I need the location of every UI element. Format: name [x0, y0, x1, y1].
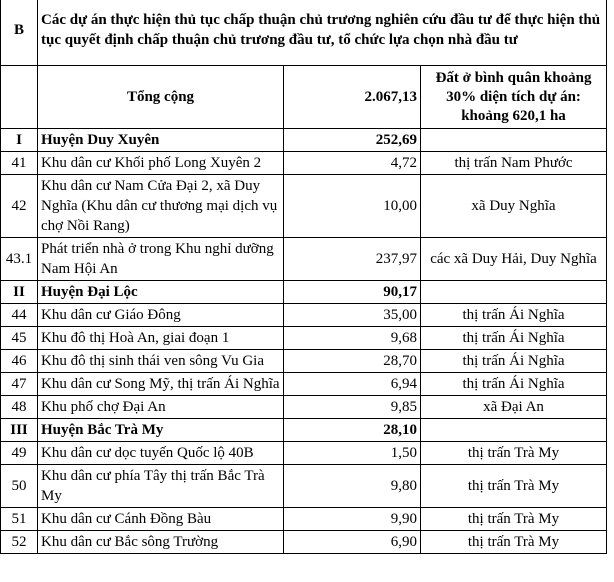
- row-number: 49: [1, 442, 38, 465]
- location: các xã Duy Hải, Duy Nghĩa: [421, 238, 607, 281]
- area-value: 4,72: [284, 152, 421, 175]
- section-title: Các dự án thực hiện thủ tục chấp thuận chủ trương nghiên cứu đầu tư để thực hiện thủ tục quyết định chấp thuận chủ trương đầu tư, tổ chức lựa chọn nhà đầu tư: [38, 0, 607, 66]
- project-row: [1, 327, 607, 350]
- row-number: 45: [1, 327, 38, 350]
- row-number: I: [1, 129, 38, 152]
- location: thị trấn Nam Phước: [421, 152, 607, 175]
- row-number: 43.1: [1, 238, 38, 281]
- project-name: Khu dân cư Song Mỹ, thị trấn Ái Nghĩa: [38, 373, 284, 396]
- row-number: 44: [1, 304, 38, 327]
- location: thị trấn Ái Nghĩa: [421, 350, 607, 373]
- area-value: 6,90: [284, 531, 421, 554]
- project-name: Khu dân cư Bắc sông Trường: [38, 531, 284, 554]
- location: thị trấn Ái Nghĩa: [421, 373, 607, 396]
- project-name: Khu dân cư Cánh Đồng Bàu: [38, 508, 284, 531]
- group-row: [1, 129, 607, 152]
- location: thị trấn Trà My: [421, 465, 607, 508]
- project-row: [1, 442, 607, 465]
- location: [421, 129, 607, 152]
- project-row: [1, 396, 607, 419]
- row-number: II: [1, 281, 38, 304]
- area-value: 35,00: [284, 304, 421, 327]
- area-value: 1,50: [284, 442, 421, 465]
- area-value: 10,00: [284, 175, 421, 238]
- location: xã Đại An: [421, 396, 607, 419]
- project-name: Khu dân cư dọc tuyến Quốc lộ 40B: [38, 442, 284, 465]
- area-value: 28,10: [284, 419, 421, 442]
- area-value: 9,90: [284, 508, 421, 531]
- area-value: 9,80: [284, 465, 421, 508]
- project-row: [1, 238, 607, 281]
- project-row: [1, 508, 607, 531]
- row-number: III: [1, 419, 38, 442]
- location: thị trấn Ái Nghĩa: [421, 304, 607, 327]
- project-row: [1, 373, 607, 396]
- row-number: 42: [1, 175, 38, 238]
- area-value: 9,68: [284, 327, 421, 350]
- area-value: 90,17: [284, 281, 421, 304]
- area-value: 252,69: [284, 129, 421, 152]
- row-number: 46: [1, 350, 38, 373]
- project-row: [1, 350, 607, 373]
- location: thị trấn Trà My: [421, 531, 607, 554]
- project-name: Khu dân cư phía Tây thị trấn Bắc Trà My: [38, 465, 284, 508]
- project-row: [1, 465, 607, 508]
- row-number: 41: [1, 152, 38, 175]
- row-number: 51: [1, 508, 38, 531]
- row-number: 50: [1, 465, 38, 508]
- project-name: Khu đô thị Hoà An, giai đoạn 1: [38, 327, 284, 350]
- total-label: Tổng cộng: [38, 66, 284, 129]
- district-name: Huyện Duy Xuyên: [38, 129, 284, 152]
- project-row: [1, 175, 607, 238]
- project-name: Khu đô thị sinh thái ven sông Vu Gia: [38, 350, 284, 373]
- project-row: [1, 152, 607, 175]
- area-value: 237,97: [284, 238, 421, 281]
- project-row: [1, 531, 607, 554]
- project-row: [1, 304, 607, 327]
- location: xã Duy Nghĩa: [421, 175, 607, 238]
- total-row: [1, 66, 607, 129]
- total-note: Đất ở bình quân khoảng 30% diện tích dự án: khoảng 620,1 ha: [421, 66, 607, 129]
- section-code: B: [1, 0, 38, 66]
- row-number: 47: [1, 373, 38, 396]
- area-value: 28,70: [284, 350, 421, 373]
- location: [421, 419, 607, 442]
- location: thị trấn Ái Nghĩa: [421, 327, 607, 350]
- row-number: 52: [1, 531, 38, 554]
- group-row: [1, 281, 607, 304]
- project-name: Khu dân cư Giáo Đông: [38, 304, 284, 327]
- project-name: Khu dân cư Nam Cửa Đại 2, xã Duy Nghĩa (Khu dân cư thương mại dịch vụ chợ Nồi Rang): [38, 175, 284, 238]
- district-name: Huyện Bắc Trà My: [38, 419, 284, 442]
- total-num-cell: [1, 66, 38, 129]
- group-row: [1, 419, 607, 442]
- district-name: Huyện Đại Lộc: [38, 281, 284, 304]
- row-number: 48: [1, 396, 38, 419]
- area-value: 9,85: [284, 396, 421, 419]
- total-value: 2.067,13: [284, 66, 421, 129]
- project-name: Khu phố chợ Đại An: [38, 396, 284, 419]
- area-value: 6,94: [284, 373, 421, 396]
- location: [421, 281, 607, 304]
- location: thị trấn Trà My: [421, 508, 607, 531]
- project-name: Khu dân cư Khối phố Long Xuyên 2: [38, 152, 284, 175]
- projects-table-body: [1, 0, 607, 554]
- location: thị trấn Trà My: [421, 442, 607, 465]
- project-name: Phát triển nhà ở trong Khu nghỉ dưỡng Nam Hội An: [38, 238, 284, 281]
- section-header-row: [1, 0, 607, 66]
